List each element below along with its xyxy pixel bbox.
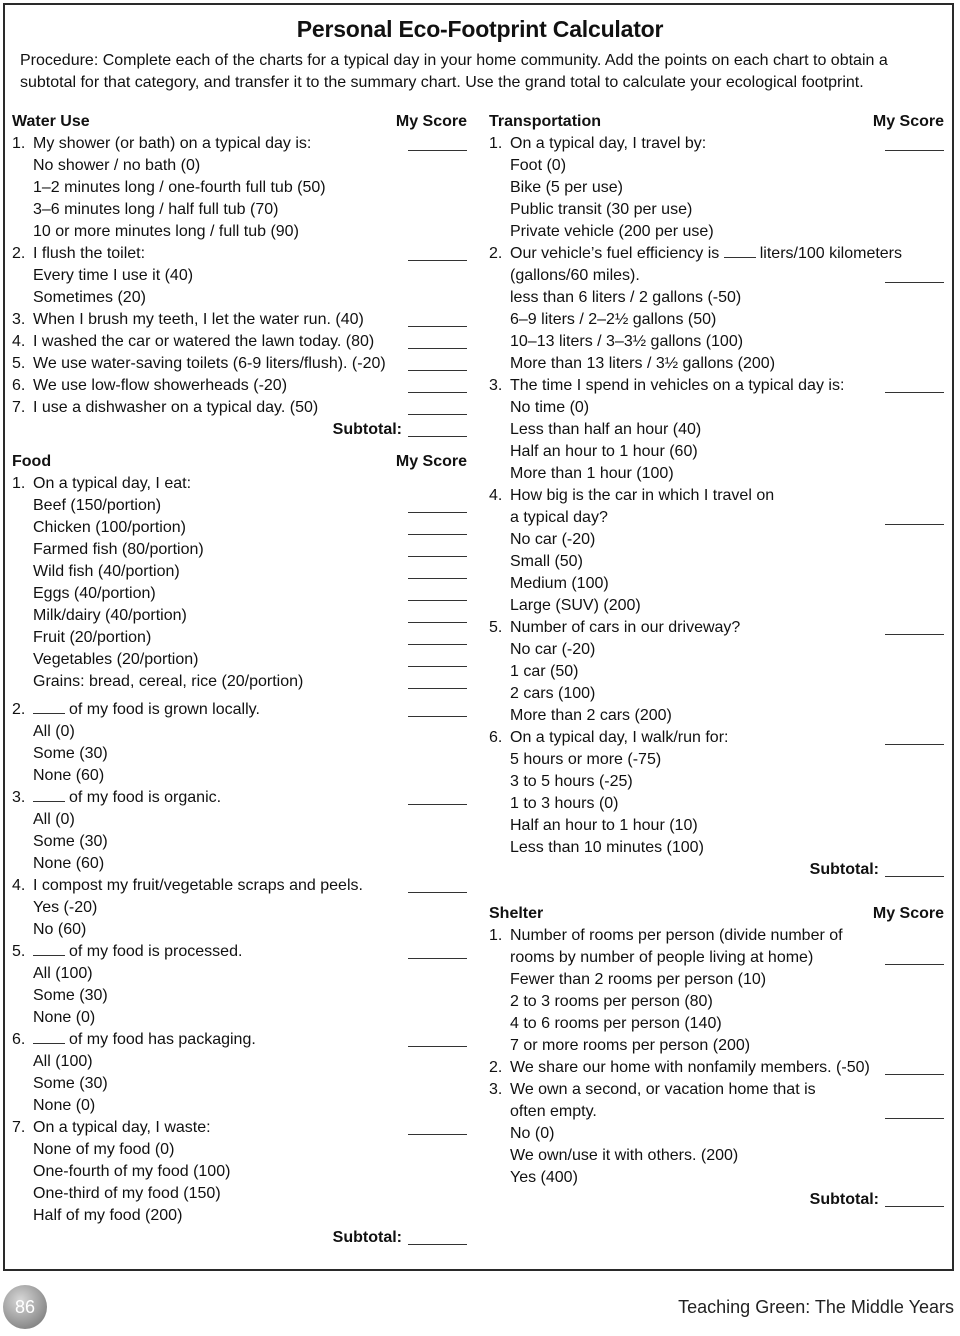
food-subtotal: Subtotal: (12, 1227, 467, 1249)
score-blank[interactable] (408, 312, 467, 327)
question-text: I flush the toilet: (33, 245, 146, 262)
question-row: 6. We use low-flow showerheads (-20) (12, 375, 467, 397)
subtotal-blank[interactable] (885, 1192, 944, 1207)
option: Public transit (30 per use) (510, 201, 693, 218)
option: Half an hour to 1 hour (10) (510, 817, 698, 834)
option: Medium (100) (510, 575, 609, 592)
score-blank[interactable] (885, 268, 944, 283)
question-text: of my food is processed. (69, 943, 243, 960)
question-text: We use low-flow showerheads (-20) (33, 377, 288, 394)
option: One-fourth of my food (100) (33, 1163, 231, 1180)
section-heading: Food (12, 453, 52, 470)
question-row-continued: a typical day? (489, 507, 944, 529)
score-blank[interactable] (885, 730, 944, 745)
transportation-subtotal: Subtotal: (489, 859, 944, 881)
option: 6–9 liters / 2–2½ gallons (50) (510, 311, 717, 328)
question-text: The time I spend in vehicles on a typical day is: (510, 377, 845, 394)
score-blank[interactable] (408, 1032, 467, 1047)
option: No car (-20) (510, 531, 596, 548)
question-text: We share our home with nonfamily members. (-50) (510, 1059, 870, 1076)
fill-in-blank[interactable] (33, 701, 65, 714)
question-row: 5. Number of cars in our driveway? (489, 617, 944, 639)
question-text: Our vehicle’s fuel efficiency is (510, 245, 720, 262)
question-row-continued: often empty. (489, 1101, 944, 1123)
option: None (0) (33, 1097, 96, 1114)
question-row: 3. The time I spend in vehicles on a typical day is: (489, 375, 944, 397)
question-row: 7. I use a dishwasher on a typical day. (50) (12, 397, 467, 419)
option: One-third of my food (150) (33, 1185, 221, 1202)
score-blank[interactable] (885, 1104, 944, 1119)
question-text: On a typical day, I travel by: (510, 135, 707, 152)
score-blank[interactable] (885, 620, 944, 635)
score-blank[interactable] (408, 400, 467, 415)
question-row: 3. of my food is organic. (12, 787, 467, 809)
score-blank[interactable] (408, 498, 467, 513)
question-row: 2. of my food is grown locally. (12, 699, 467, 721)
question-row: 2. Our vehicle’s fuel efficiency is liters/100 kilometers (489, 245, 903, 262)
option: All (100) (33, 1053, 93, 1070)
question-row: 5. We use water-saving toilets (6-9 liters/flush). (-20) (12, 353, 467, 375)
subtotal-blank[interactable] (408, 422, 467, 437)
option: 4 to 6 rooms per person (140) (510, 1015, 722, 1032)
score-blank[interactable] (408, 520, 467, 535)
shelter-subtotal: Subtotal: (489, 1189, 944, 1211)
option: 1–2 minutes long / one-fourth full tub (50) (33, 179, 326, 196)
question-row: 4. I washed the car or watered the lawn today. (80) (12, 331, 467, 353)
score-blank[interactable] (408, 564, 467, 579)
score-blank[interactable] (408, 944, 467, 959)
question-text: On a typical day, I waste: (33, 1119, 211, 1136)
score-blank[interactable] (408, 674, 467, 689)
score-blank[interactable] (408, 608, 467, 623)
book-title: Teaching Green: The Middle Years (678, 1297, 954, 1317)
procedure-text: Procedure: Complete each of the charts for a typical day in your home community. Add the points on each chart to obtain a subtotal for that category, and transfer it to the summary chart. Use the grand total to calculate your ecological footprint. (20, 52, 888, 91)
option: We own/use it with others. (200) (510, 1147, 739, 1164)
question-text: of my food is organic. (69, 789, 222, 806)
option: No (60) (33, 921, 87, 938)
option: More than 1 hour (100) (510, 465, 674, 482)
question-text: We own a second, or vacation home that is (510, 1081, 816, 1098)
food-section (12, 451, 467, 1249)
option: No shower / no bath (0) (33, 157, 201, 174)
option: Every time I use it (40) (33, 267, 194, 284)
option: Private vehicle (200 per use) (510, 223, 714, 240)
option: Large (SUV) (200) (510, 597, 641, 614)
question-row: 5. of my food is processed. (12, 941, 467, 963)
subtotal-blank[interactable] (408, 1230, 467, 1245)
option: Eggs (40/portion) (12, 583, 467, 605)
question-text: Number of cars in our driveway? (510, 619, 741, 636)
option: Bike (5 per use) (510, 179, 623, 196)
question-row: 3. When I brush my teeth, I let the water run. (40) (12, 309, 467, 331)
question-row: 3. We own a second, or vacation home that is (489, 1079, 944, 1101)
score-blank[interactable] (408, 586, 467, 601)
score-blank[interactable] (408, 652, 467, 667)
question-row: 2. We share our home with nonfamily members. (-50) (489, 1057, 944, 1079)
section-heading: Transportation (489, 113, 602, 130)
shelter-section (489, 903, 944, 1211)
score-header: My Score (395, 453, 467, 470)
option: 1 car (50) (510, 663, 579, 680)
question-row: 6. of my food has packaging. (12, 1029, 467, 1051)
question-text: On a typical day, I eat: (33, 475, 192, 492)
option: 3 to 5 hours (-25) (510, 773, 633, 790)
score-header: My Score (872, 905, 944, 922)
question-text: We use water-saving toilets (6-9 liters/flush). (-20) (33, 355, 386, 372)
question-row: 7. On a typical day, I waste: (12, 1117, 467, 1139)
question-text: When I brush my teeth, I let the water run. (40) (33, 311, 364, 328)
option: Some (30) (33, 833, 108, 850)
option: 2 to 3 rooms per person (80) (510, 993, 713, 1010)
option: Grains: bread, cereal, rice (20/portion) (12, 671, 467, 693)
section-heading: Shelter (489, 905, 544, 922)
score-blank[interactable] (408, 246, 467, 261)
score-blank[interactable] (408, 878, 467, 893)
fill-in-blank[interactable] (33, 789, 65, 802)
option: 5 hours or more (-75) (510, 751, 662, 768)
option: Chicken (100/portion) (12, 517, 467, 539)
question-text: I washed the car or watered the lawn today. (80) (33, 333, 375, 350)
option: All (0) (33, 723, 75, 740)
option: All (0) (33, 811, 75, 828)
score-blank[interactable] (885, 950, 944, 965)
question-row: 1. On a typical day, I travel by: (489, 133, 944, 155)
question-text: I use a dishwasher on a typical day. (50) (33, 399, 319, 416)
option: 2 cars (100) (510, 685, 596, 702)
question-text: I compost my fruit/vegetable scraps and peels. (33, 877, 363, 894)
score-blank[interactable] (408, 542, 467, 557)
water-subtotal: Subtotal: (12, 419, 467, 441)
question-row-continued: (gallons/60 miles). (489, 265, 944, 287)
option: No car (-20) (510, 641, 596, 658)
option: Fewer than 2 rooms per person (10) (510, 971, 767, 988)
question-row: 4. How big is the car in which I travel on (489, 485, 944, 507)
score-blank[interactable] (408, 334, 467, 349)
page-number-badge (3, 1285, 47, 1329)
option: Some (30) (33, 745, 108, 762)
option: Foot (0) (510, 157, 567, 174)
question-text: How big is the car in which I travel on (510, 487, 775, 504)
option: More than 13 liters / 3½ gallons (200) (510, 355, 776, 372)
fill-in-blank[interactable] (33, 943, 65, 956)
score-blank[interactable] (885, 136, 944, 151)
left-column (12, 111, 467, 1249)
question-text: of my food is grown locally. (69, 701, 260, 718)
option: Fruit (20/portion) (12, 627, 467, 649)
score-header: My Score (872, 113, 944, 130)
option: 1 to 3 hours (0) (510, 795, 619, 812)
score-blank[interactable] (408, 630, 467, 645)
option: No time (0) (510, 399, 590, 416)
option: Beef (150/portion) (12, 495, 467, 517)
question-row: 6. On a typical day, I walk/run for: (489, 727, 944, 749)
option: Half an hour to 1 hour (60) (510, 443, 698, 460)
option: Some (30) (33, 987, 108, 1004)
option: Farmed fish (80/portion) (12, 539, 467, 561)
option: None (60) (33, 855, 105, 872)
option: less than 6 liters / 2 gallons (-50) (510, 289, 742, 306)
score-blank[interactable] (408, 1120, 467, 1135)
option: Milk/dairy (40/portion) (12, 605, 467, 627)
question-row: 4. I compost my fruit/vegetable scraps and peels. (12, 875, 467, 897)
option: 7 or more rooms per person (200) (510, 1037, 751, 1054)
option: None (0) (33, 1009, 96, 1026)
option: 10–13 liters / 3–3½ gallons (100) (510, 333, 744, 350)
option: More than 2 cars (200) (510, 707, 672, 724)
score-blank[interactable] (885, 1060, 944, 1075)
score-blank[interactable] (408, 702, 467, 717)
score-header: My Score (395, 113, 467, 130)
score-blank[interactable] (408, 136, 467, 151)
subtotal-blank[interactable] (885, 862, 944, 877)
option: Yes (400) (510, 1169, 578, 1186)
option: Half of my food (200) (33, 1207, 183, 1224)
score-blank[interactable] (408, 378, 467, 393)
option: Wild fish (40/portion) (12, 561, 467, 583)
score-blank[interactable] (885, 378, 944, 393)
question-row-continued: rooms by number of people living at home) (489, 947, 944, 969)
water-use-section (12, 111, 467, 441)
question-row: 1. On a typical day, I eat: (12, 473, 467, 495)
question-row: 2. I flush the toilet: (12, 243, 467, 265)
option: Small (50) (510, 553, 583, 570)
option: Less than half an hour (40) (510, 421, 702, 438)
right-column (489, 111, 944, 1211)
transportation-section (489, 111, 944, 881)
option: Sometimes (20) (33, 289, 146, 306)
section-heading: Water Use (12, 113, 90, 130)
option: 10 or more minutes long / full tub (90) (33, 223, 299, 240)
option: None of my food (0) (33, 1141, 175, 1158)
option: No (0) (510, 1125, 555, 1142)
option: 3–6 minutes long / half full tub (70) (33, 201, 279, 218)
question-text: On a typical day, I walk/run for: (510, 729, 729, 746)
option: None (60) (33, 767, 105, 784)
fill-in-blank[interactable] (33, 1031, 65, 1044)
page-number: 86 (14, 1296, 36, 1317)
option: Yes (-20) (33, 899, 98, 916)
question-text: Number of rooms per person (divide number of (510, 927, 843, 944)
option: Vegetables (20/portion) (12, 649, 467, 671)
question-row: 1. Number of rooms per person (divide number of (489, 925, 944, 947)
option: All (100) (33, 965, 93, 982)
question-text: of my food has packaging. (69, 1031, 256, 1048)
score-blank[interactable] (408, 356, 467, 371)
page-title: Personal Eco-Footprint Calculator (296, 16, 664, 42)
score-blank[interactable] (885, 510, 944, 525)
question-row: 1. My shower (or bath) on a typical day is: (12, 133, 467, 155)
score-blank[interactable] (408, 790, 467, 805)
fill-in-blank[interactable] (724, 245, 756, 258)
option: Some (30) (33, 1075, 108, 1092)
question-text: My shower (or bath) on a typical day is: (33, 135, 312, 152)
option: Less than 10 minutes (100) (510, 839, 704, 856)
